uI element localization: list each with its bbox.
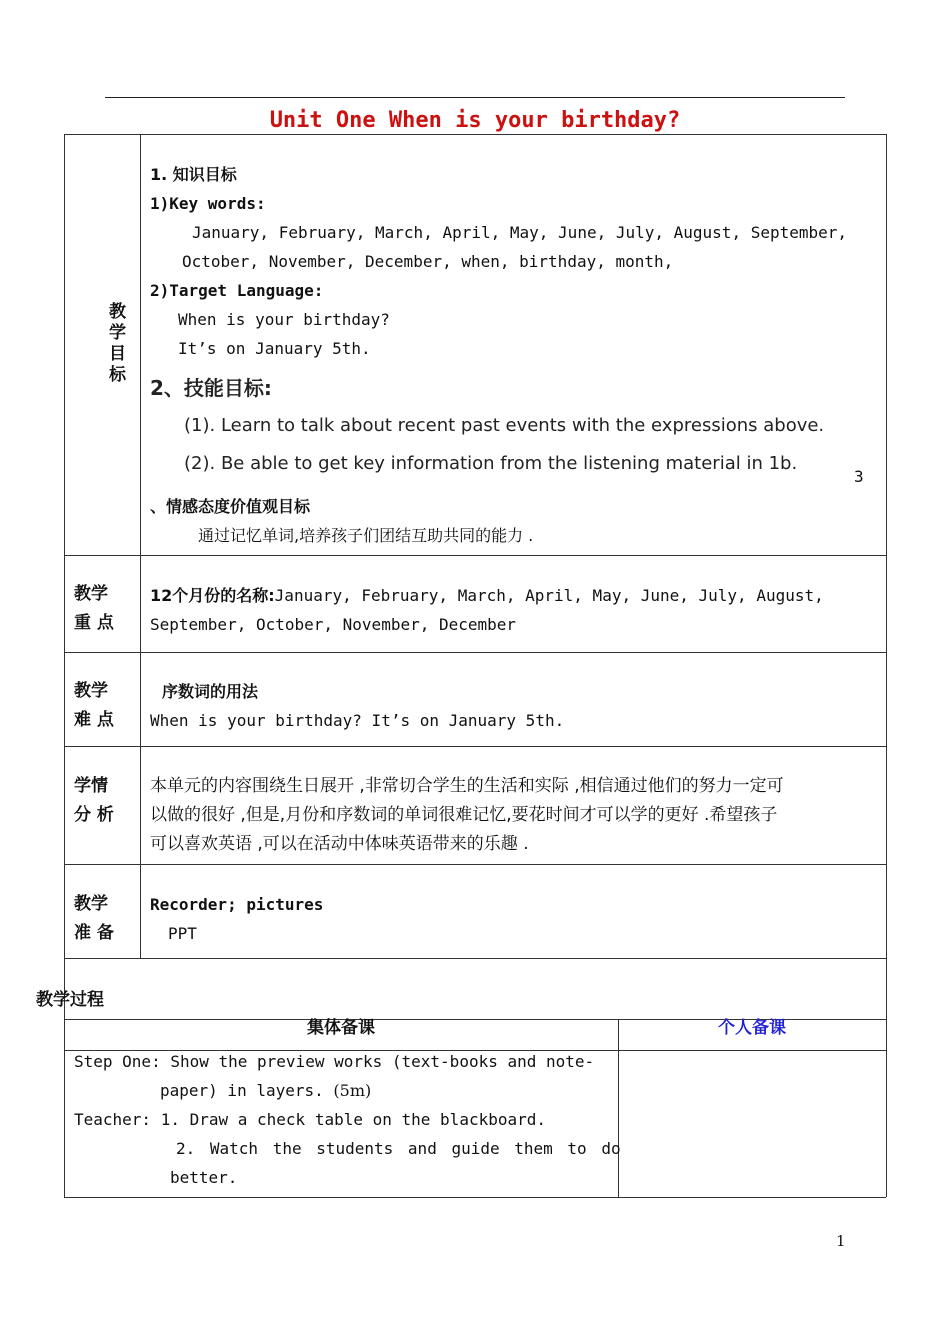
step-one-line: better.: [170, 1168, 238, 1187]
key-points-line: [150, 581, 824, 610]
preparation-line: Recorder; pictures: [150, 895, 324, 914]
row-divider: [64, 958, 886, 959]
process-label: 教学过程: [36, 990, 104, 1010]
table-border-top: [64, 134, 886, 135]
key-points-label: 教学 重 点: [74, 584, 114, 633]
analysis-line: 以做的很好 ,但是,月份和序数词的单词很难记忆,要花时间才可以学的更好 .希望孩子: [150, 805, 778, 825]
analysis-label: 学情 分 析: [74, 776, 114, 825]
key-points-cn: 12个月份的名称:: [150, 586, 275, 605]
skill-heading: 2、技能目标:: [150, 376, 272, 400]
table-border-bottom: [64, 1197, 886, 1198]
row-divider: [64, 652, 886, 653]
key-words-line: January, February, March, April, May, June, July, August, September,: [192, 223, 848, 242]
step-one-line: paper) in layers. (5m): [160, 1081, 372, 1100]
difficult-points-line: 序数词的用法: [162, 682, 259, 701]
emotion-text: 通过记忆单词,培养孩子们团结互助共同的能力 .: [198, 526, 534, 545]
column-divider: [618, 1019, 619, 1197]
step-one-line: Step One: Show the preview works (text-books and note-: [74, 1052, 595, 1071]
step-one-line: 2. Watch the students and guide them to do: [176, 1139, 621, 1158]
key-points-line: September, October, November, December: [150, 615, 517, 634]
preparation-label: 教学 准 备: [74, 894, 114, 943]
collective-header: 集体备课: [307, 1018, 375, 1038]
key-words-heading: 1)Key words:: [150, 194, 266, 213]
key-words-line: October, November, December, when, birthday, month,: [182, 252, 674, 271]
preparation-line: PPT: [168, 924, 197, 943]
side-number: 3: [854, 467, 864, 486]
target-language-heading: 2)Target Language:: [150, 281, 324, 300]
skill-item: (1). Learn to talk about recent past events with the expressions above.: [184, 415, 825, 436]
knowledge-heading: 1. 知识目标: [150, 165, 237, 184]
difficult-points-line: When is your birthday? It’s on January 5th.: [150, 711, 565, 730]
table-border-right: [886, 134, 887, 1197]
target-language-line: When is your birthday?: [178, 310, 390, 329]
key-points-months: January, February, March, April, May, June, July, August,: [274, 586, 824, 605]
step-one-line: Teacher: 1. Draw a check table on the blackboard.: [74, 1110, 547, 1129]
skill-item: (2). Be able to get key information from the listening material in 1b.: [184, 453, 798, 474]
analysis-line: 可以喜欢英语 ,可以在活动中体味英语带来的乐趣 .: [150, 834, 529, 854]
analysis-line: 本单元的内容围绕生日展开 ,非常切合学生的生活和实际 ,相信通过他们的努力一定可: [150, 776, 784, 796]
row-divider: [64, 555, 886, 556]
page-title: Unit One When is your birthday?: [269, 108, 681, 133]
row-divider: [64, 746, 886, 747]
objectives-label: 教 学 目 标: [109, 302, 126, 385]
personal-header: 个人备课: [718, 1018, 786, 1038]
lesson-plan-table: [64, 134, 886, 1197]
label-column-divider: [140, 134, 141, 958]
emotion-heading: 、情感态度价值观目标: [150, 497, 311, 516]
difficult-points-label: 教学 难 点: [74, 681, 114, 730]
target-language-line: It’s on January 5th.: [178, 339, 371, 358]
page-number: 1: [836, 1232, 846, 1250]
header-rule: [105, 97, 845, 98]
row-divider: [64, 864, 886, 865]
